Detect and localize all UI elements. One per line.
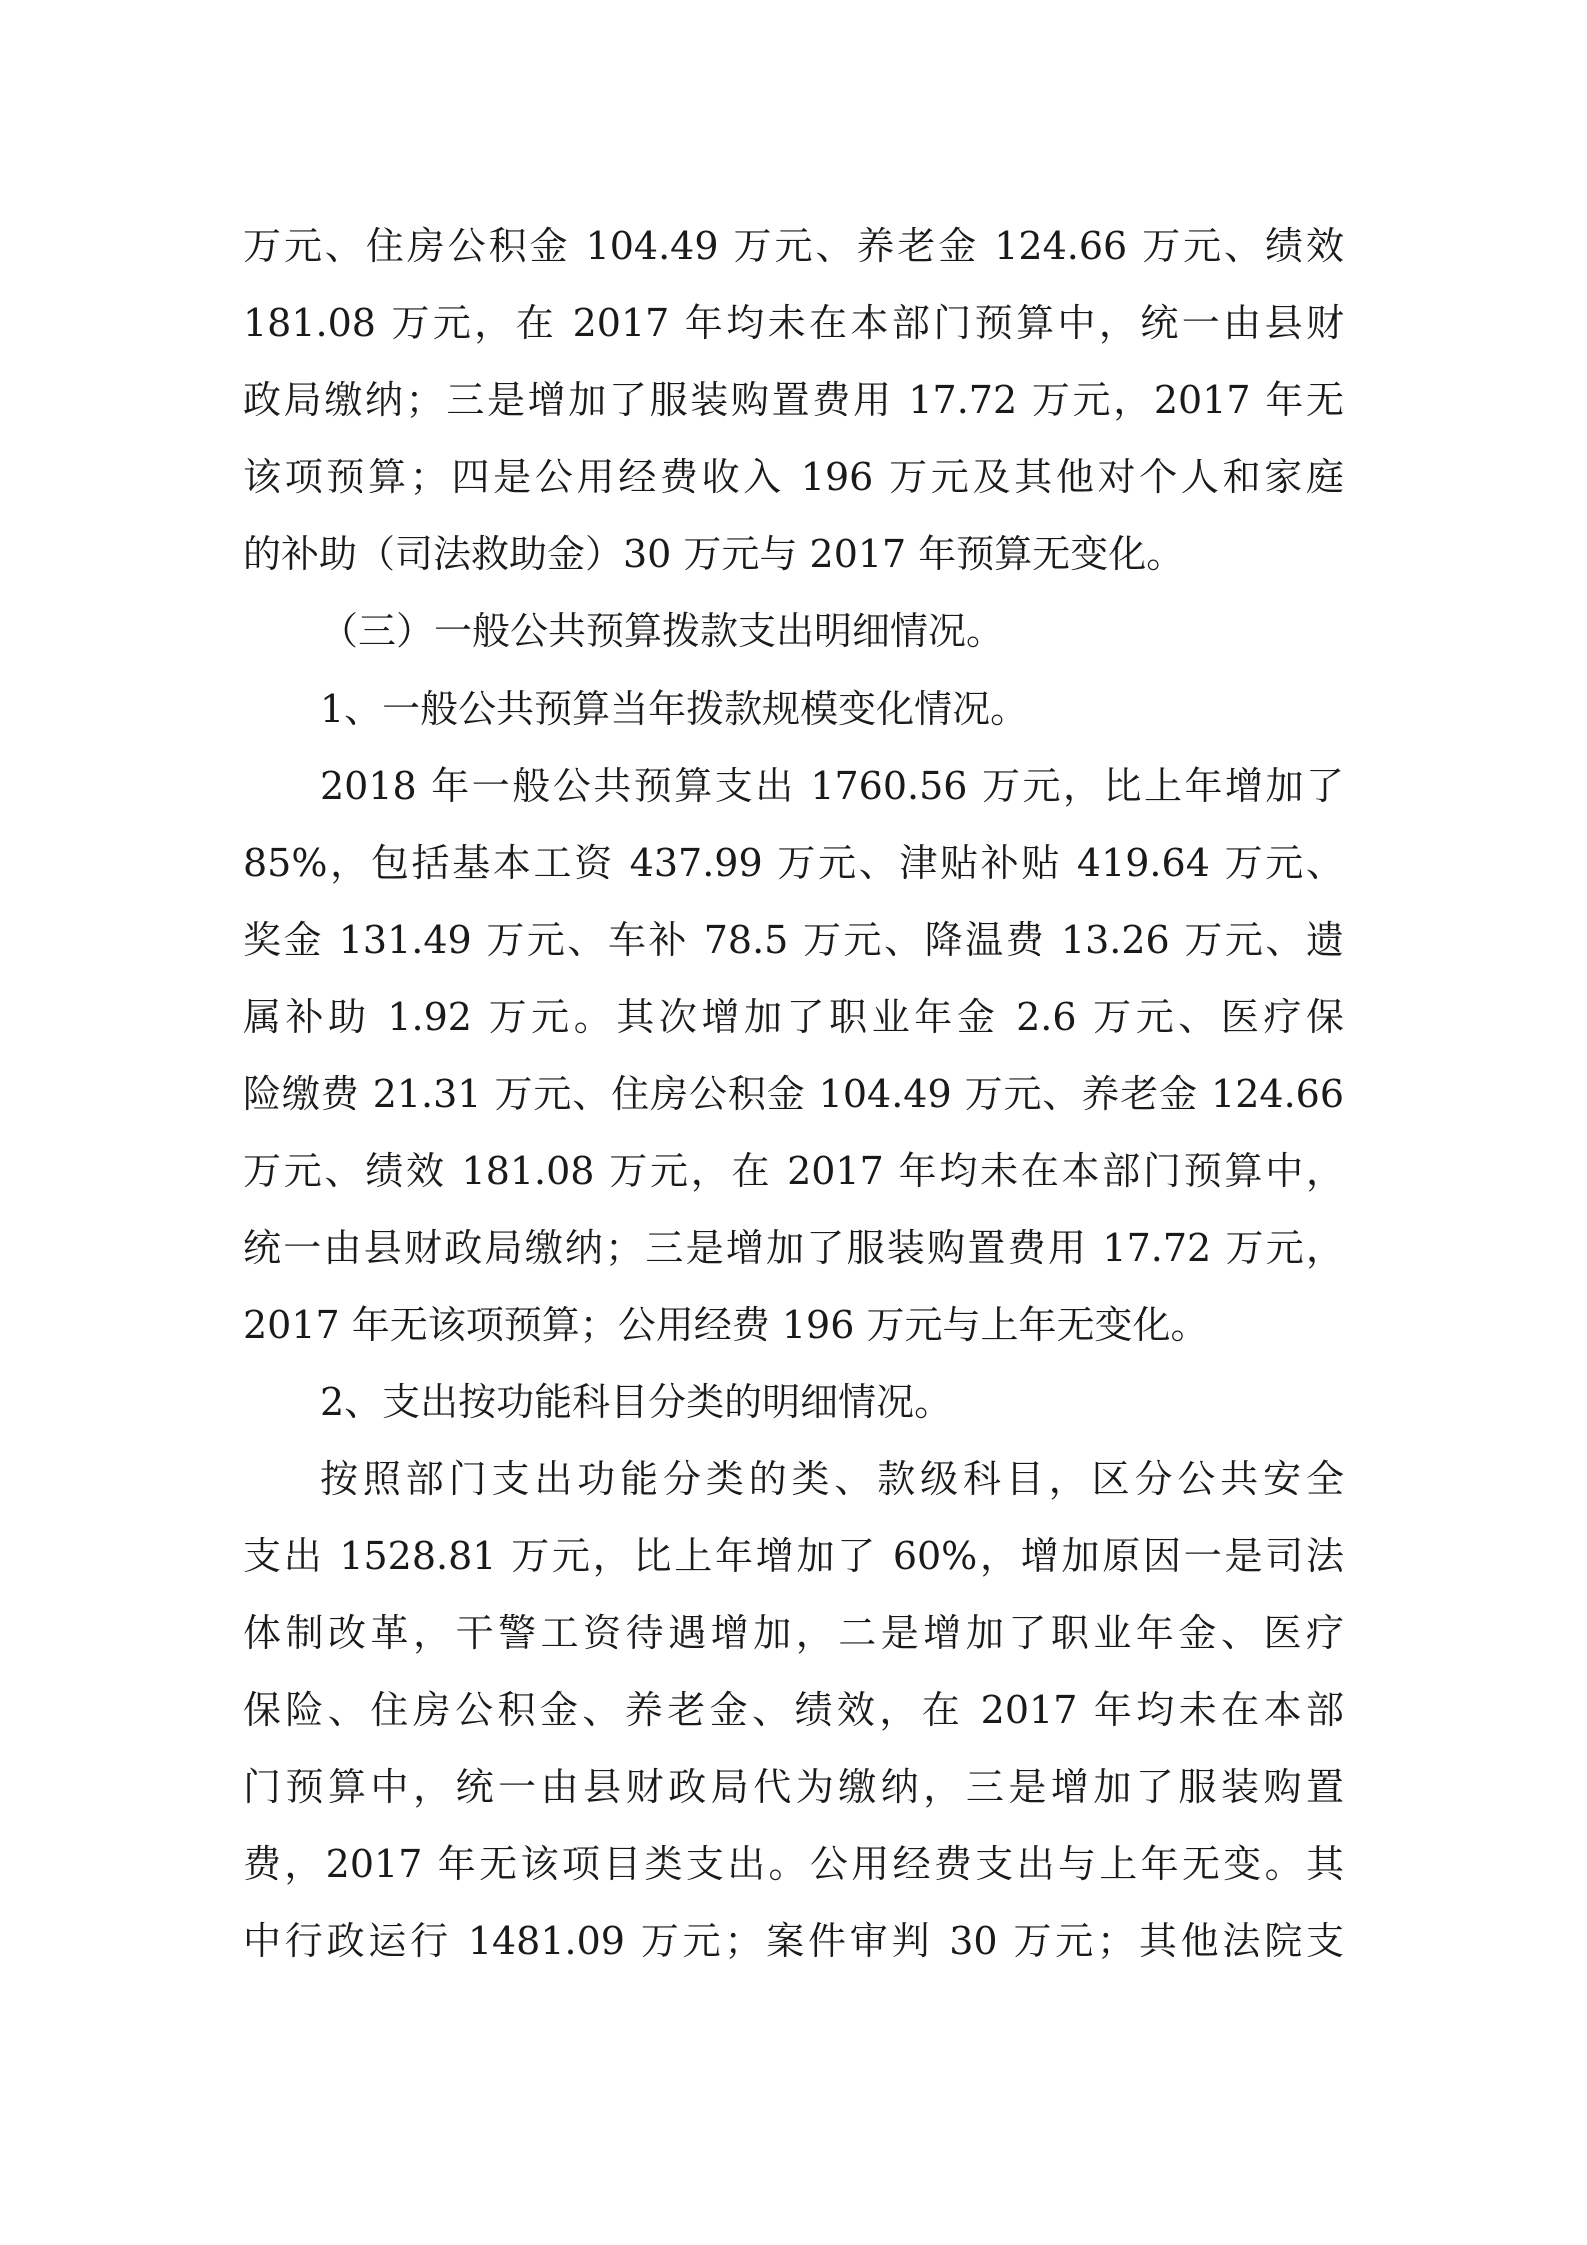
- paragraph-line: 2018 年一般公共预算支出 1760.56 万元，比上年增加了: [320, 764, 1344, 808]
- paragraph-line: 支出 1528.81 万元，比上年增加了 60%，增加原因一是司法: [243, 1534, 1344, 1578]
- paragraph-line: 中行政运行 1481.09 万元；案件审判 30 万元；其他法院支: [243, 1919, 1344, 1963]
- paragraph-line: 的补助（司法救助金）30 万元与 2017 年预算无变化。: [243, 532, 1185, 576]
- paragraph-line: 属补助 1.92 万元。其次增加了职业年金 2.6 万元、医疗保: [243, 995, 1344, 1039]
- paragraph-line: 奖金 131.49 万元、车补 78.5 万元、降温费 13.26 万元、遗: [243, 918, 1344, 962]
- paragraph-line: 门预算中，统一由县财政局代为缴纳，三是增加了服装购置: [243, 1765, 1344, 1809]
- paragraph-line: 保险、住房公积金、养老金、绩效，在 2017 年均未在本部: [243, 1688, 1344, 1732]
- paragraph-line: 万元、住房公积金 104.49 万元、养老金 124.66 万元、绩效: [243, 224, 1344, 268]
- paragraph-line: 2017 年无该项预算；公用经费 196 万元与上年无变化。: [243, 1303, 1209, 1347]
- paragraph-line: 万元、绩效 181.08 万元，在 2017 年均未在本部门预算中，: [243, 1149, 1344, 1193]
- paragraph-line: 85%，包括基本工资 437.99 万元、津贴补贴 419.64 万元、: [243, 841, 1344, 885]
- section-heading: （三）一般公共预算拨款支出明细情况。: [320, 609, 1005, 653]
- paragraph-line: 政局缴纳；三是增加了服装购置费用 17.72 万元，2017 年无: [243, 378, 1344, 422]
- paragraph-line: 统一由县财政局缴纳；三是增加了服装购置费用 17.72 万元，: [243, 1226, 1344, 1270]
- paragraph-line: 险缴费 21.31 万元、住房公积金 104.49 万元、养老金 124.66: [243, 1072, 1344, 1116]
- paragraph-line: 费，2017 年无该项目类支出。公用经费支出与上年无变。其: [243, 1842, 1344, 1886]
- subsection-heading: 1、一般公共预算当年拨款规模变化情况。: [320, 687, 1029, 731]
- paragraph-line: 该项预算；四是公用经费收入 196 万元及其他对个人和家庭: [243, 455, 1344, 499]
- paragraph-line: 181.08 万元，在 2017 年均未在本部门预算中，统一由县财: [243, 301, 1344, 345]
- paragraph-line: 体制改革，干警工资待遇增加，二是增加了职业年金、医疗: [243, 1611, 1344, 1655]
- subsection-heading: 2、支出按功能科目分类的明细情况。: [320, 1380, 953, 1424]
- paragraph-line: 按照部门支出功能分类的类、款级科目，区分公共安全: [320, 1457, 1344, 1501]
